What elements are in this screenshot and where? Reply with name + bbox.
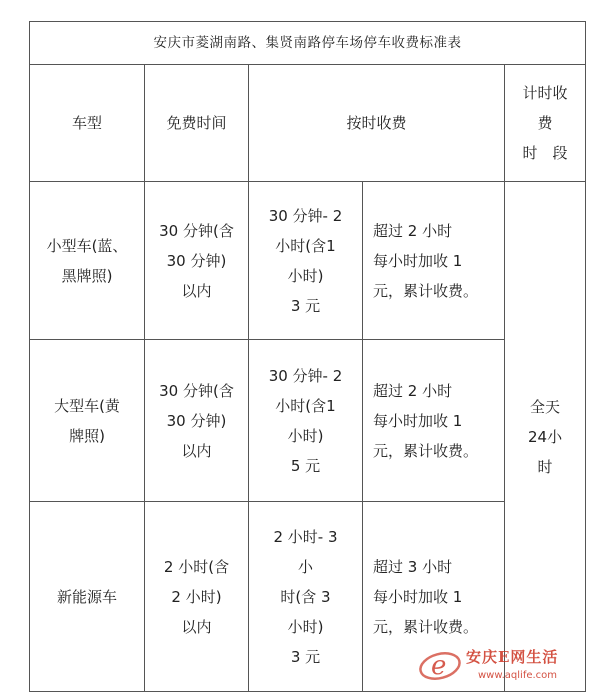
header-hourly-fee: 按时收费 <box>249 65 505 182</box>
vehicle-type-cell: 大型车(黄 牌照) <box>30 340 145 502</box>
header-vehicle-type: 车型 <box>30 65 145 182</box>
header-free-time: 免费时间 <box>145 65 249 182</box>
time-period-cell: 全天 24小 时 <box>505 182 586 692</box>
fee-extra-cell: 超过 2 小时 每小时加收 1 元，累计收费。 <box>363 340 505 502</box>
header-row <box>30 65 586 182</box>
watermark-url: www.aqlife.com <box>478 670 558 681</box>
vehicle-type-cell: 小型车(蓝、 黑牌照) <box>30 182 145 340</box>
fee-extra-cell: 超过 2 小时 每小时加收 1 元，累计收费。 <box>363 182 505 340</box>
fee-base-cell: 30 分钟- 2 小时(含1 小时) 3 元 <box>249 182 363 340</box>
free-time-cell: 2 小时(含 2 小时) 以内 <box>145 502 249 692</box>
fee-standard-table <box>29 21 586 692</box>
table-title: 安庆市菱湖南路、集贤南路停车场停车收费标准表 <box>30 22 586 65</box>
fee-base-cell: 2 小时- 3 小 时(含 3 小时) 3 元 <box>249 502 363 692</box>
fee-extra-cell: 超过 3 小时 每小时加收 1 元，累计收费。 <box>363 502 505 692</box>
svg-text:e: e <box>431 651 447 681</box>
table-row <box>30 340 586 502</box>
e-logo-icon <box>418 644 464 684</box>
table-row <box>30 182 586 340</box>
free-time-cell: 30 分钟(含 30 分钟) 以内 <box>145 182 249 340</box>
vehicle-type-cell: 新能源车 <box>30 502 145 692</box>
watermark-name: 安庆E网生活 <box>466 648 559 666</box>
fee-base-cell: 30 分钟- 2 小时(含1 小时) 5 元 <box>249 340 363 502</box>
header-time-period: 计时收 费 时 段 <box>505 65 586 182</box>
site-watermark <box>418 640 598 690</box>
free-time-cell: 30 分钟(含 30 分钟) 以内 <box>145 340 249 502</box>
